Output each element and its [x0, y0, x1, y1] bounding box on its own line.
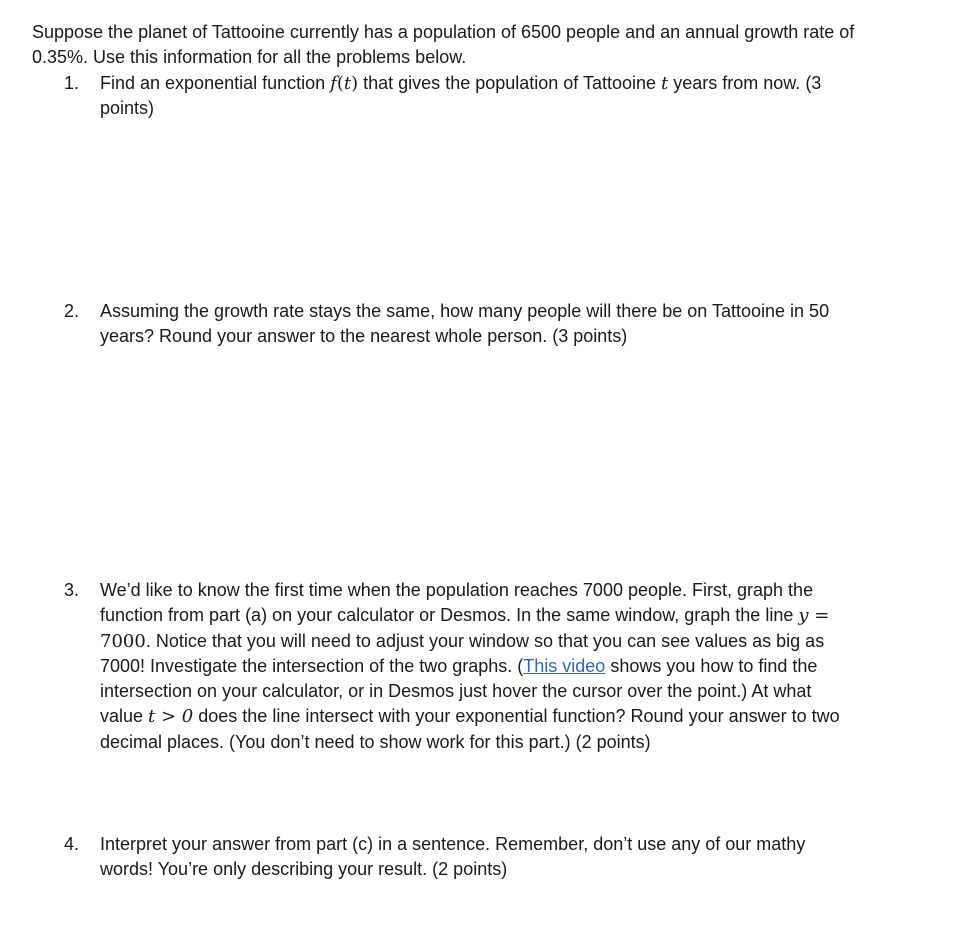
problem-1-line-2: points) — [100, 98, 155, 119]
intro-line-1: Suppose the planet of Tattooine currently has a population of 6500 people and an annual growth rate of — [32, 22, 855, 42]
problem-1 — [64, 71, 914, 126]
problem-4 — [64, 832, 914, 887]
problem-3 — [64, 578, 914, 758]
problem-3-line-1: We’d like to know the first time when the population reaches 7000 people. First, graph the — [100, 580, 814, 600]
problem-number: 4. — [64, 834, 80, 854]
problem-4-line-1: Interpret your answer from part (c) in a sentence. Remember, don’t use any of our mathy — [100, 834, 806, 854]
intro-line-2: 0.35%. Use this information for all the problems below. — [32, 47, 467, 67]
math-t-gt-0: t > 0 — [148, 706, 194, 728]
problem-1-text-c: years from now. (3 — [668, 73, 822, 93]
problem-3-line-3b: . Notice that you will need to adjust your window so that you can see values as big as — [145, 630, 825, 651]
this-video-link[interactable]: This video — [523, 655, 606, 676]
problem-3-line-5: intersection on your calculator, or in Desmos just hover the cursor over the point.) At what — [100, 681, 812, 702]
problem-3-line-7: decimal places. (You don’t need to show work for this part.) (2 points) — [100, 731, 651, 752]
math-args: (t) — [336, 73, 359, 94]
math-f: f — [330, 73, 337, 94]
problem-3-line-4b: shows you how to find the — [605, 655, 818, 676]
problem-2-line-2: years? Round your answer to the nearest whole person. (3 points) — [100, 326, 628, 347]
problem-3-line-2a: function from part (a) on your calculator or Desmos. In the same window, graph the line — [100, 605, 799, 626]
problem-3-line-4a: 7000! Investigate the intersection of the two graphs. ( — [100, 655, 524, 676]
problem-3-line-6b: does the line intersect with your exponential function? Round your answer to two — [193, 706, 840, 727]
problem-number: 3. — [64, 580, 80, 600]
math-t: t — [661, 73, 669, 94]
problem-number: 2. — [64, 301, 80, 321]
problem-number: 1. — [64, 73, 80, 93]
problem-text — [100, 832, 910, 883]
problem-4-line-2: words! You’re only describing your result. (2 points) — [100, 859, 508, 880]
math-7000: 7000 — [100, 630, 146, 652]
problem-2-line-1: Assuming the growth rate stays the same, how many people will there be on Tattooine in 50 — [100, 301, 830, 321]
problem-text — [100, 578, 910, 755]
math-args-var: t — [343, 73, 352, 94]
problem-3-line-6a: value — [100, 706, 149, 727]
problem-1-text-a: Find an exponential function — [100, 73, 331, 93]
problem-text — [100, 71, 910, 122]
problem-text — [100, 299, 910, 350]
problem-1-text-b: that gives the population of Tattooine — [358, 73, 662, 93]
intro-paragraph — [32, 20, 932, 70]
problem-2 — [64, 299, 914, 354]
math-y-equals: y = — [798, 605, 830, 627]
